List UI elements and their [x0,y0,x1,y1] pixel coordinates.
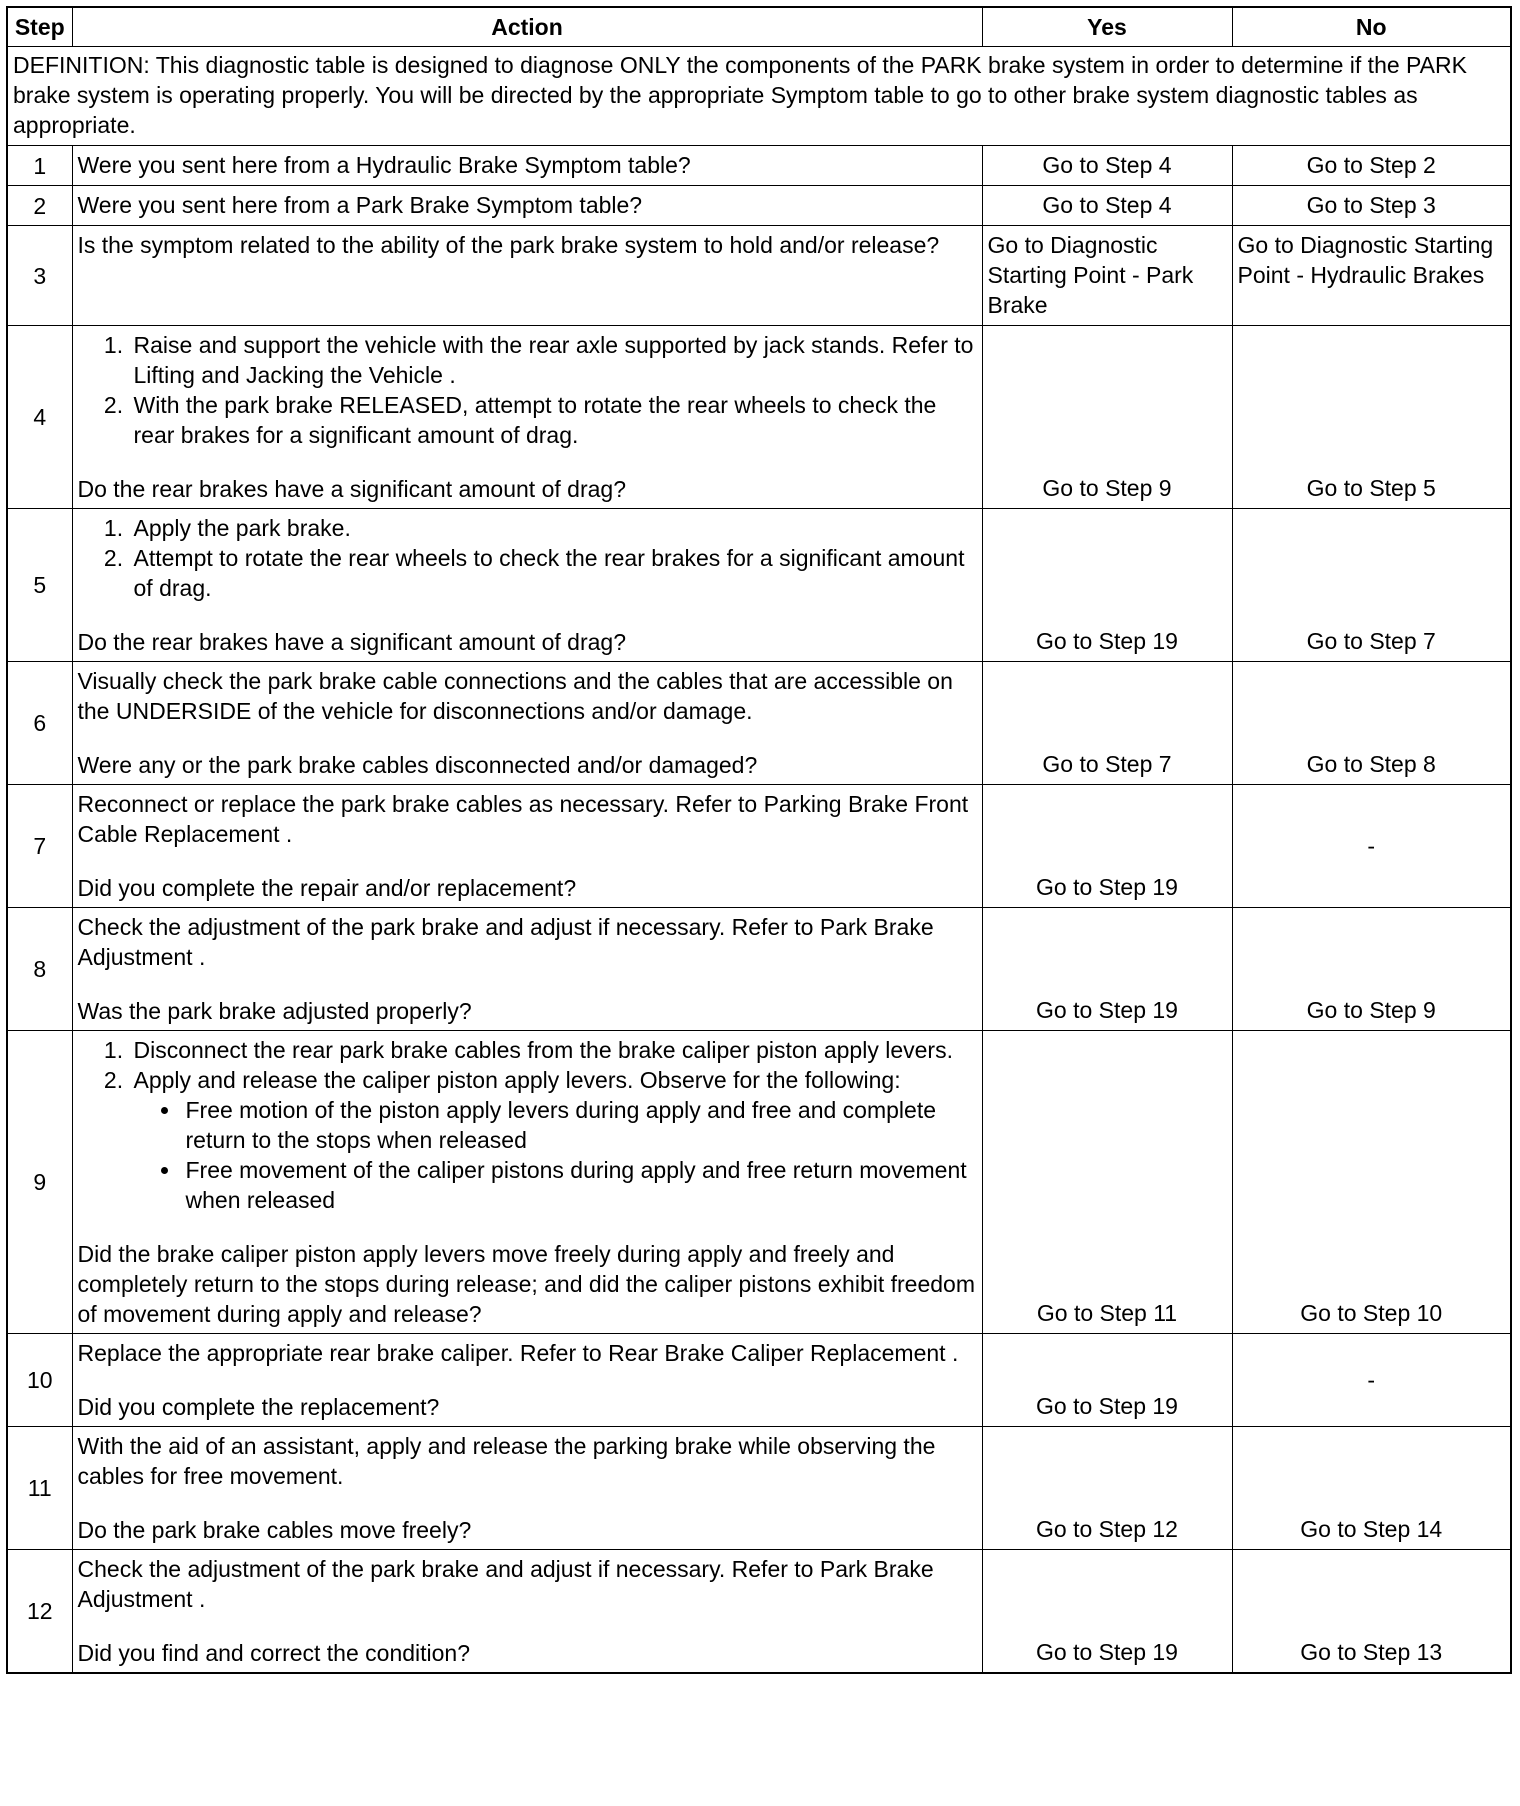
step-number: 4 [7,326,72,509]
table-row [7,1334,1511,1427]
action-step-item: 1. Apply the park brake. [130,513,977,543]
table-row [7,785,1511,908]
action-question: Did you complete the replacement? [77,1394,440,1420]
action-question: Do the rear brakes have a significant amount of drag? [77,476,626,502]
table-row [7,509,1511,662]
yes-cell: Go to Step 4 [982,146,1232,186]
action-text: Visually check the park brake cable connections and the cables that are accessible on the UNDERSIDE of the vehicle for disconnections and/or damage. [77,668,953,724]
park-brake-diagnostic-table [6,6,1512,1674]
step-number: 2 [7,186,72,226]
no-cell: Go to Step 3 [1232,186,1511,226]
action-cell [72,785,982,908]
action-question: Do the rear brakes have a significant amount of drag? [77,629,626,655]
yes-cell: Go to Step 19 [982,509,1232,662]
action-cell [72,1550,982,1674]
action-question: Were you sent here from a Park Brake Symptom table? [77,192,643,218]
header-step: Step [7,7,72,47]
no-cell: - [1232,785,1511,908]
yes-cell: Go to Step 7 [982,662,1232,785]
action-question: Did you complete the repair and/or replacement? [77,875,577,901]
observation-bullet-list [134,1095,977,1215]
action-steps-list [78,1035,977,1215]
action-question: Were any or the park brake cables disconnected and/or damaged? [77,752,758,778]
no-cell: Go to Step 7 [1232,509,1511,662]
step-number: 11 [7,1427,72,1550]
no-cell: - [1232,1334,1511,1427]
action-cell [72,1334,982,1427]
action-question: Was the park brake adjusted properly? [77,998,472,1024]
diagnostic-table-container [6,6,1510,1674]
table-row [7,226,1511,326]
header-no: No [1232,7,1511,47]
action-cell [72,509,982,662]
action-cell [72,186,982,226]
action-steps-list [78,330,977,450]
observation-bullet: • Free motion of the piston apply levers during apply and free and complete return to the stops when released [182,1095,977,1155]
no-cell: Go to Step 9 [1232,908,1511,1031]
step-number: 9 [7,1031,72,1334]
action-step-item: 2. With the park brake RELEASED, attempt to rotate the rear wheels to check the rear brakes for a significant amount of drag. [130,390,977,450]
table-row [7,908,1511,1031]
action-step-item: 2. Attempt to rotate the rear wheels to check the rear brakes for a significant amount of drag. [130,543,977,603]
table-row [7,1550,1511,1674]
action-text: Check the adjustment of the park brake and adjust if necessary. Refer to Park Brake Adjustment . [77,914,934,970]
yes-cell: Go to Step 19 [982,908,1232,1031]
table-row [7,326,1511,509]
action-cell [72,146,982,186]
action-cell [72,908,982,1031]
action-text: Check the adjustment of the park brake and adjust if necessary. Refer to Park Brake Adjustment . [77,1556,934,1612]
table-header-row [7,7,1511,47]
no-cell: Go to Step 8 [1232,662,1511,785]
step-number: 6 [7,662,72,785]
action-question: Were you sent here from a Hydraulic Brake Symptom table? [77,152,691,178]
step-number: 10 [7,1334,72,1427]
action-steps-list [78,513,977,603]
action-question: Did you find and correct the condition? [77,1640,471,1666]
no-cell: Go to Step 10 [1232,1031,1511,1334]
no-cell: Go to Step 2 [1232,146,1511,186]
step-number: 12 [7,1550,72,1674]
yes-cell: Go to Diagnostic Starting Point - Park Brake [982,226,1232,326]
definition-row [7,47,1511,146]
step-number: 7 [7,785,72,908]
no-cell: Go to Step 13 [1232,1550,1511,1674]
observation-bullet: • Free movement of the caliper pistons during apply and free return movement when released [182,1155,977,1215]
table-row [7,662,1511,785]
action-text: With the aid of an assistant, apply and release the parking brake while observing the cables for free movement. [77,1433,936,1489]
definition-text: DEFINITION: This diagnostic table is designed to diagnose ONLY the components of the PARK brake system in order to determine if the PARK brake system is operating properly. You will be directed by the appropriate Symptom table to go to other brake system diagnostic tables as appropriate. [7,47,1511,146]
action-question: Is the symptom related to the ability of the park brake system to hold and/or release? [77,232,940,258]
action-cell [72,226,982,326]
yes-cell: Go to Step 11 [982,1031,1232,1334]
no-cell: Go to Step 5 [1232,326,1511,509]
yes-cell: Go to Step 19 [982,1334,1232,1427]
action-step-item: 1. Disconnect the rear park brake cables from the brake caliper piston apply levers. [130,1035,977,1065]
table-row [7,146,1511,186]
action-cell [72,662,982,785]
no-cell: Go to Step 14 [1232,1427,1511,1550]
table-row [7,1031,1511,1334]
action-cell [72,1031,982,1334]
step-number: 5 [7,509,72,662]
yes-cell: Go to Step 19 [982,785,1232,908]
action-step-item: 1. Raise and support the vehicle with the rear axle supported by jack stands. Refer to Lifting and Jacking the Vehicle . [130,330,977,390]
action-cell [72,1427,982,1550]
action-step-text: Apply and release the caliper piston apply levers. Observe for the following: [133,1067,901,1093]
yes-cell: Go to Step 9 [982,326,1232,509]
step-number: 8 [7,908,72,1031]
step-number: 1 [7,146,72,186]
yes-cell: Go to Step 19 [982,1550,1232,1674]
no-cell: Go to Diagnostic Starting Point - Hydraulic Brakes [1232,226,1511,326]
action-question: Do the park brake cables move freely? [77,1517,472,1543]
yes-cell: Go to Step 12 [982,1427,1232,1550]
table-row [7,1427,1511,1550]
action-step-item [130,1065,977,1215]
action-text: Replace the appropriate rear brake caliper. Refer to Rear Brake Caliper Replacement . [77,1340,959,1366]
action-question: Did the brake caliper piston apply levers move freely during apply and freely and completely return to the stops during release; and did the caliper pistons exhibit freedom of movement during apply and release? [77,1241,976,1327]
yes-cell: Go to Step 4 [982,186,1232,226]
action-text: Reconnect or replace the park brake cables as necessary. Refer to Parking Brake Front Cable Replacement . [77,791,969,847]
table-row [7,186,1511,226]
header-action: Action [72,7,982,47]
header-yes: Yes [982,7,1232,47]
action-cell [72,326,982,509]
step-number: 3 [7,226,72,326]
